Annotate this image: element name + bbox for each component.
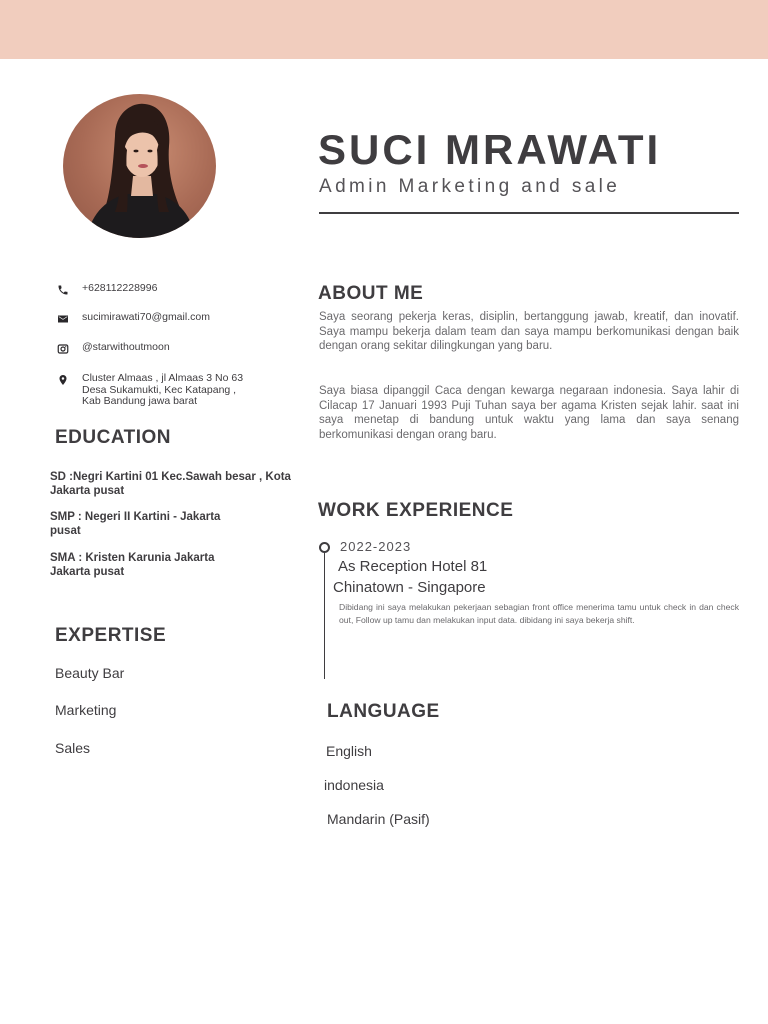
education-item: SMA : Kristen Karunia Jakarta Jakarta pusat [50,552,215,578]
language-item: Mandarin (Pasif) [327,811,430,827]
education-heading: EDUCATION [55,427,172,448]
contact-phone [56,283,157,297]
phone-icon [56,283,70,297]
address-text: Cluster Almaas , jl Almaas 3 No 63 Desa Sukamukti, Kec Katapang , Kab Bandung jawa barat [82,372,244,407]
contact-social [56,342,170,356]
instagram-icon [56,342,70,356]
about-heading: ABOUT ME [318,283,424,304]
email-icon [56,312,70,326]
contact-email [56,312,210,326]
header-band [0,0,768,59]
work-position: As Reception Hotel 81 [338,558,488,575]
name-divider [319,212,739,214]
about-paragraph: Saya biasa dipanggil Caca dengan kewarga negaraan indonesia. Saya lahir di Cilacap 17 Januari 1993 Puji Tuhan saya ber agama Kristen sejak lahir. saat ini saya menetap di bandung untuk waktu yang lama dan saya senang berkomunikasi dengan orang baru. [319,385,739,441]
contact-address [56,373,243,408]
portrait-image [63,94,216,238]
candidate-role: Admin Marketing and sale [319,176,621,197]
profile-photo [63,94,216,238]
work-location: Chinatown - Singapore [333,579,486,596]
timeline-line [324,551,325,679]
expertise-heading: EXPERTISE [55,625,167,646]
timeline-dot [319,542,330,553]
work-year: 2022-2023 [340,539,412,554]
work-heading: WORK EXPERIENCE [318,500,514,521]
language-heading: LANGUAGE [327,701,440,722]
expertise-item: Beauty Bar [55,665,125,681]
language-item: indonesia [324,777,384,793]
education-item: SMP : Negeri II Kartini - Jakarta pusat [50,511,221,537]
education-item: SD :Negri Kartini 01 Kec.Sawah besar , Kota Jakarta pusat [50,471,291,497]
work-description: Dibidang ini saya melakukan pekerjaan sebagian front office menerima tamu untuk check in dan check out, Follow up tamu dan melakukan input data. dibidang ini saya bekerja shift. [339,602,739,625]
email-address: sucimirawati70@gmail.com [82,311,210,323]
language-item: English [326,743,372,759]
location-pin-icon [56,373,70,387]
expertise-item: Marketing [55,702,117,718]
social-handle: @starwithoutmoon [82,341,170,353]
expertise-item: Sales [55,740,91,756]
phone-number: +628112228996 [82,282,158,294]
candidate-name: SUCI MRAWATI [318,126,662,173]
about-paragraph: Saya seorang pekerja keras, disiplin, bertanggung jawab, kreatif, dan inovatif. Saya mampu bekerja dalam team dan saya mampu berkomunikasi dengan baik dengan orang sekitar dilingkungan yang baru. [319,311,739,353]
